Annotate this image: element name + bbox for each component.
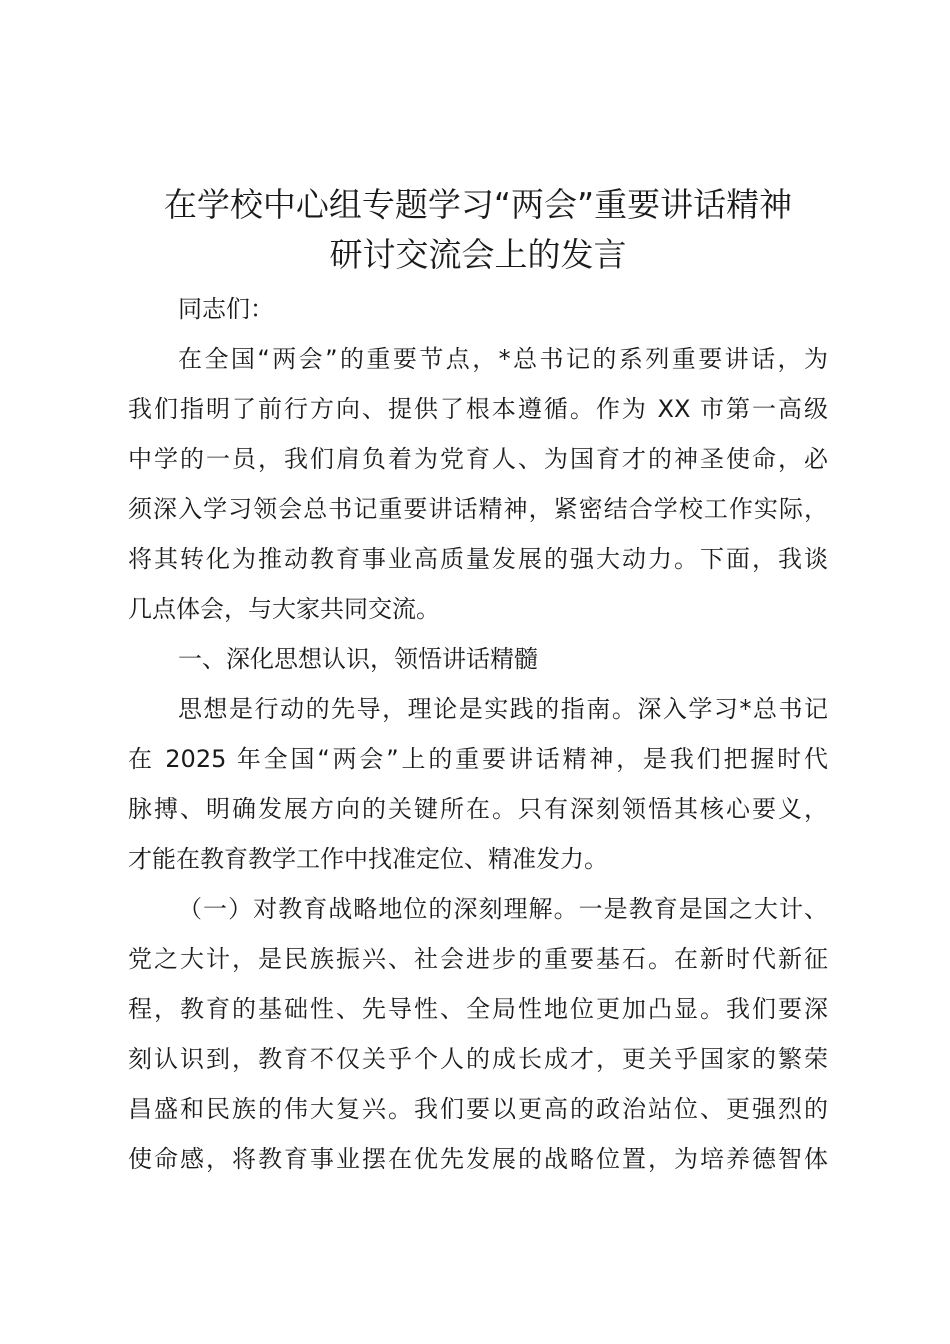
paragraph-line: 中学的一员，我们肩负着为党育人、为国育才的神圣使命，必 — [128, 445, 828, 473]
paragraph-line: 刻认识到，教育不仅关乎个人的成长成才，更关乎国家的繁荣 — [128, 1045, 828, 1073]
paragraph-line: 在全国“两会”的重要节点，*总书记的系列重要讲话，为 — [178, 345, 828, 373]
paragraph-line: 我们指明了前行方向、提供了根本遵循。作为 XX 市第一高级 — [128, 395, 828, 423]
subsection-line: （一）对教育战略地位的深刻理解。一是教育是国之大计、 — [178, 895, 828, 923]
paragraph-line: 使命感，将教育事业摆在优先发展的战略位置，为培养德智体 — [128, 1145, 828, 1173]
paragraph-line: 几点体会，与大家共同交流。 — [128, 595, 440, 623]
paragraph-line: 须深入学习领会总书记重要讲话精神，紧密结合学校工作实际， — [128, 495, 828, 523]
section-heading: 一、深化思想认识，领悟讲话精髓 — [178, 645, 538, 673]
paragraph-line: 党之大计，是民族振兴、社会进步的重要基石。在新时代新征 — [128, 945, 828, 973]
paragraph-line: 才能在教育教学工作中找准定位、精准发力。 — [128, 845, 608, 873]
paragraph-line: 程，教育的基础性、先导性、全局性地位更加凸显。我们要深 — [128, 995, 828, 1023]
paragraph-line: 脉搏、明确发展方向的关键所在。只有深刻领悟其核心要义， — [128, 795, 828, 823]
paragraph-line: 昌盛和民族的伟大复兴。我们要以更高的政治站位、更强烈的 — [128, 1095, 828, 1123]
document-body — [128, 284, 828, 1184]
document-title-line-2: 研讨交流会上的发言 — [329, 235, 627, 274]
salutation: 同志们： — [178, 295, 274, 323]
paragraph-line: 将其转化为推动教育事业高质量发展的强大动力。下面，我谈 — [128, 545, 828, 573]
document-title-line-1: 在学校中心组专题学习“两会”重要讲话精神 — [163, 185, 793, 224]
paragraph-line: 思想是行动的先导，理论是实践的指南。深入学习*总书记 — [178, 695, 828, 723]
paragraph-line: 在 2025 年全国“两会”上的重要讲话精神，是我们把握时代 — [128, 745, 828, 773]
